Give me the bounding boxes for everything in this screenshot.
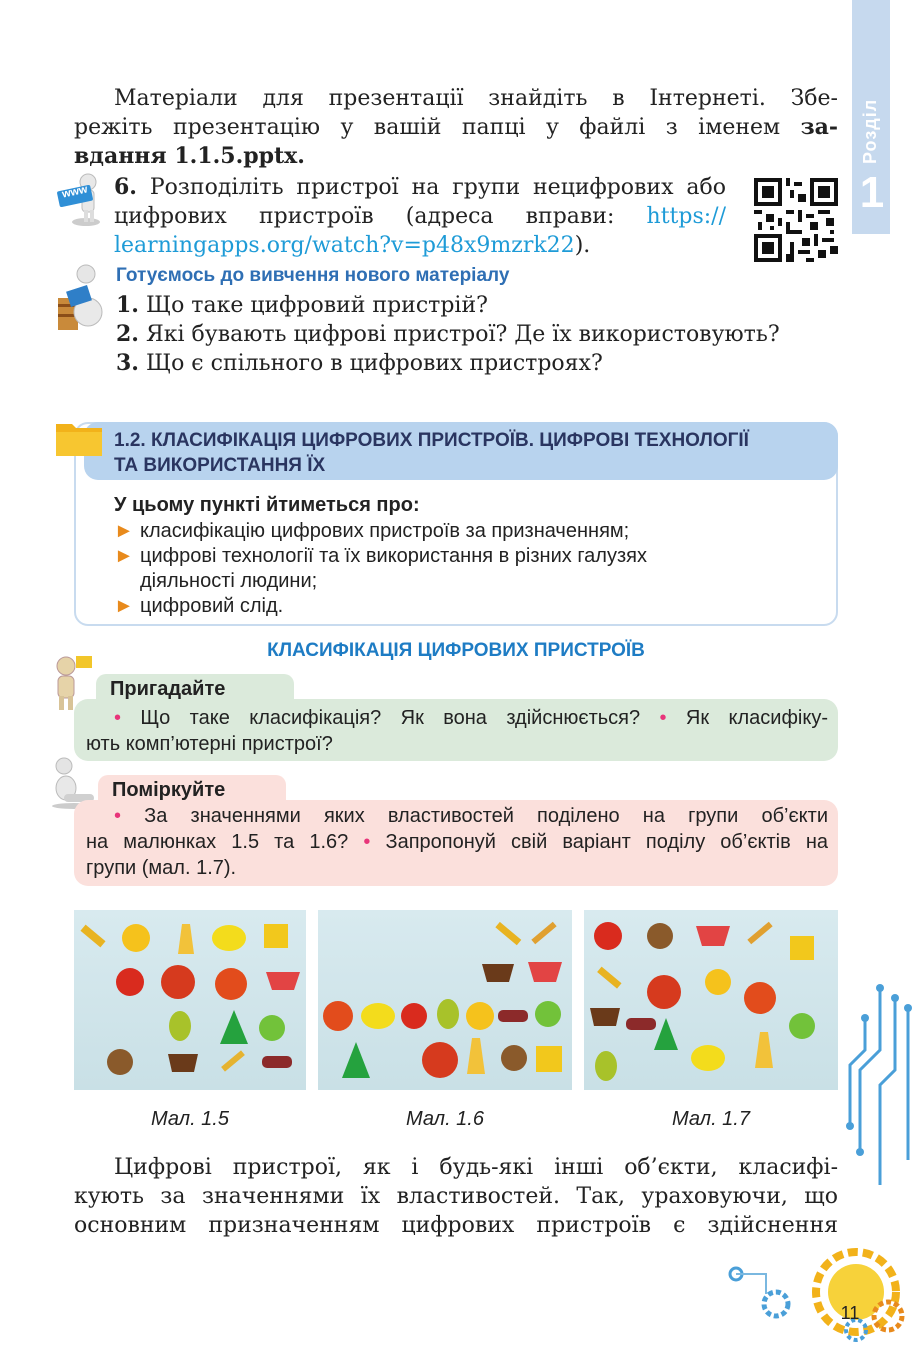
subheading: КЛАСИФІКАЦІЯ ЦИФРОВИХ ПРИСТРОЇВ	[267, 640, 645, 661]
think-line-2	[86, 829, 828, 855]
task-6-line-2	[114, 202, 726, 231]
reading-figure-icon	[54, 262, 106, 334]
task-6-number: 6.	[114, 174, 137, 200]
think-text	[86, 803, 828, 881]
recall-question-1: Що таке класифікація? Як вона здійснюється?	[121, 707, 660, 729]
task-6-text-1: Розподіліть пристрої на групи нецифрових або	[136, 175, 726, 200]
intro-filename: вдання 1.1.5.pptx.	[74, 143, 305, 169]
task-6-link-part-2[interactable]: learningapps.org/watch?v=p48x9mzrk22	[114, 233, 575, 258]
bullet-arrow-icon: ►	[114, 520, 134, 542]
recall-label: Пригадайте	[96, 674, 294, 708]
circuit-decoration	[840, 980, 918, 1230]
think-line-2-text-a: на малюнках 1.5 та 1.6?	[86, 831, 364, 853]
closing-line-2: кують за значеннями їх властивостей. Так, ураховуючи, що	[74, 1184, 838, 1209]
intro-line-2	[74, 113, 838, 142]
section-bullet-3	[114, 594, 834, 619]
folder-icon	[54, 418, 104, 458]
prep-question-1	[116, 291, 840, 320]
figure-1-6-caption: Мал. 1.6	[406, 1108, 484, 1130]
think-line-2-text-b: Запропонуй свій варіант поділу об’єктів на	[370, 831, 829, 853]
closing-line-1: Цифрові пристрої, як і будь-які інші об’єкти, класифі-	[114, 1155, 838, 1180]
pink-dot-icon: •	[114, 805, 122, 827]
intro-line-2-text: режіть презентацію у вашій папці у файлі з іменем	[74, 115, 801, 140]
prep-question-1-number: 1.	[116, 292, 139, 318]
prep-questions	[116, 291, 840, 378]
task-6-end: ).	[574, 233, 591, 258]
prep-question-3	[116, 349, 840, 378]
section-bullet-2	[114, 544, 834, 569]
pink-dot-icon: •	[363, 831, 371, 853]
intro-filename-part-1: за-	[800, 114, 838, 140]
section-bullet-3-text: цифровий слід.	[140, 595, 284, 617]
intro-paragraph	[74, 84, 838, 171]
chapter-tab-word: Розділ	[860, 98, 880, 164]
intro-line-1: Матеріали для презентації знайдіть в Інтернеті. Збе-	[114, 86, 838, 111]
think-line-1-text: За значеннями яких властивостей поділено на групи об’єкти	[121, 805, 828, 827]
bullet-arrow-icon: ►	[114, 595, 134, 617]
section-bullet-2-text: цифрові технології та їх використання в різних галузях	[140, 545, 647, 567]
task-6-text-2: цифрових пристроїв (адреса вправи:	[114, 204, 647, 229]
think-line-1	[86, 803, 828, 829]
prep-question-2	[116, 320, 840, 349]
think-label: Поміркуйте	[98, 775, 286, 809]
page-number: 11	[840, 1303, 860, 1323]
chapter-tab	[852, 0, 890, 234]
prep-question-3-text: Що є спільного в цифрових пристроях?	[138, 351, 603, 376]
figure-1-6-image	[318, 910, 572, 1090]
www-globe-icon	[56, 168, 106, 228]
qr-code[interactable]	[754, 178, 838, 262]
closing-line-3: основним призначенням цифрових пристроїв є здійснення	[74, 1213, 838, 1238]
section-header	[84, 422, 838, 480]
prep-question-3-number: 3.	[116, 350, 139, 376]
recall-line-2: ють комп’ютерні пристрої?	[86, 733, 333, 755]
section-intro: У цьому пункті йтиметься про:	[114, 494, 420, 516]
task-6-link-part-1[interactable]: https://	[646, 204, 726, 229]
prep-title: Готуємось до вивчення нового матеріалу	[116, 265, 510, 286]
section-bullet-list	[114, 519, 834, 619]
section-bullet-2-cont	[114, 569, 834, 594]
figure-1-5-image	[74, 910, 306, 1090]
think-line-3: групи (мал. 1.7).	[86, 857, 237, 879]
recall-text	[86, 705, 828, 757]
recall-line-1	[86, 705, 828, 731]
task-6-line-3	[114, 231, 726, 260]
task-6	[114, 173, 726, 260]
section-bullet-2-cont-text: діяльності людини;	[140, 570, 318, 592]
figure-1-5-caption: Мал. 1.5	[151, 1108, 229, 1130]
section-bullet-1-text: класифікацію цифрових пристроїв за призначенням;	[140, 520, 630, 542]
closing-paragraph	[74, 1153, 838, 1240]
prep-question-2-number: 2.	[116, 321, 139, 347]
gears-decoration	[716, 1244, 916, 1354]
pink-dot-icon: •	[659, 707, 667, 729]
bullet-arrow-icon: ►	[114, 545, 134, 567]
chapter-tab-number: 1	[859, 168, 885, 217]
recall-question-2: Як класифіку-	[666, 707, 828, 729]
prep-question-2-text: Які бувають цифрові пристрої? Де їх використовують?	[138, 322, 780, 347]
figure-1-7-image	[584, 910, 838, 1090]
section-bullet-1	[114, 519, 834, 544]
figure-1-7-caption: Мал. 1.7	[672, 1108, 750, 1130]
www-label: www	[61, 183, 89, 201]
task-6-line-1	[114, 173, 726, 202]
section-title-line-2: ТА ВИКОРИСТАННЯ ЇХ	[114, 455, 326, 476]
prep-question-1-text: Що таке цифровий пристрій?	[138, 293, 488, 318]
section-title-line-1: 1.2. КЛАСИФІКАЦІЯ ЦИФРОВИХ ПРИСТРОЇВ. ЦИФРОВІ ТЕХНОЛОГІЇ	[114, 430, 749, 451]
pink-dot-icon: •	[114, 707, 122, 729]
